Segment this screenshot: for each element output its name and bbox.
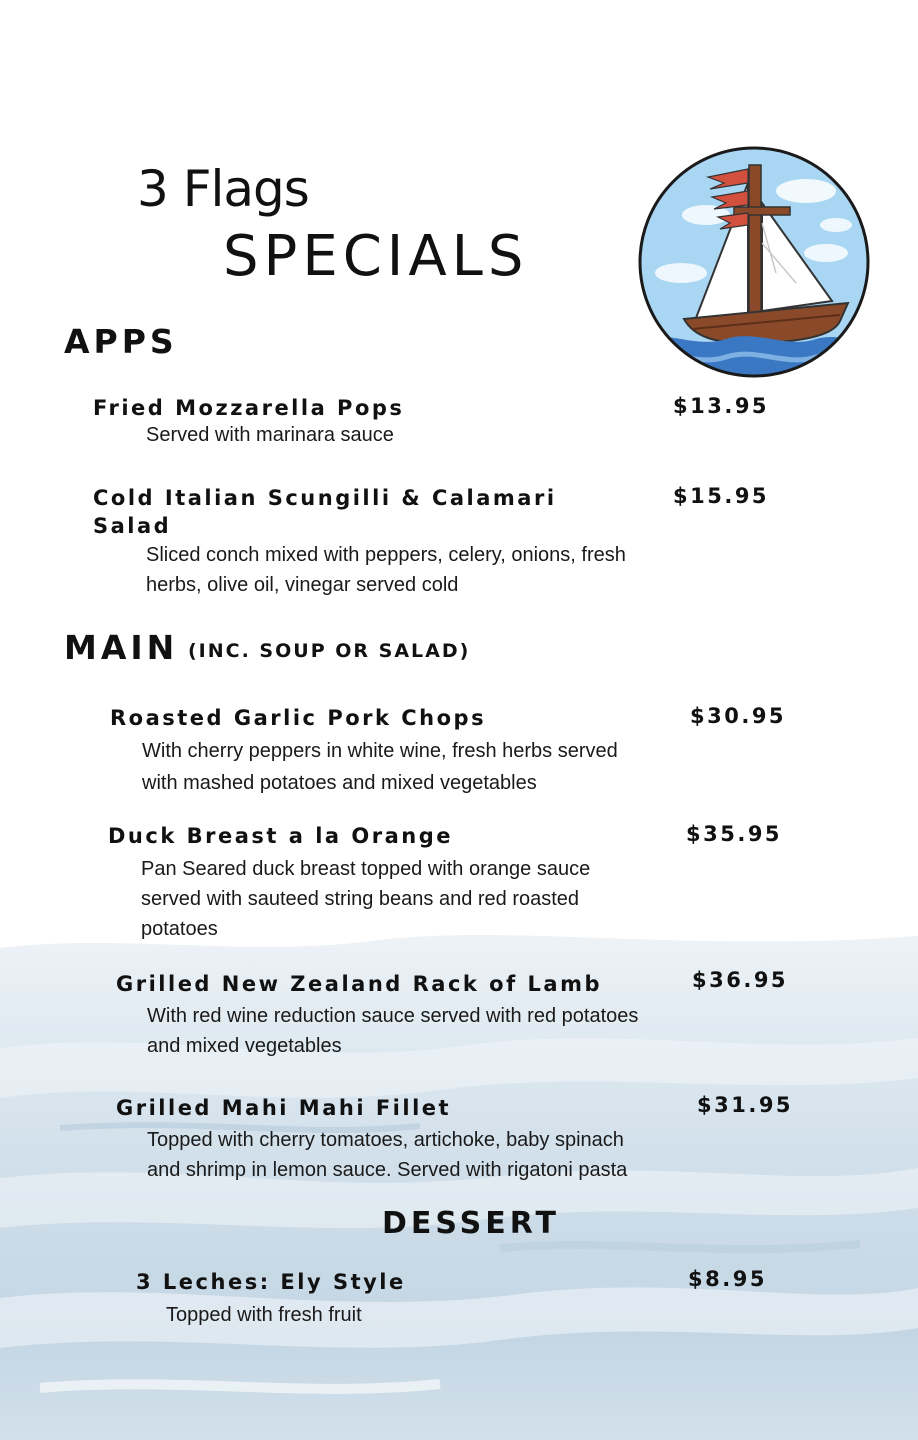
menu-item-price: $36.95 <box>692 968 789 992</box>
section-note: (INC. SOUP OR SALAD) <box>188 640 471 662</box>
menu-item-description: and shrimp in lemon sauce. Served with rigatoni pasta <box>147 1159 628 1181</box>
menu-item-description: served with sauteed string beans and red roasted <box>141 888 580 910</box>
menu-item-description: With cherry peppers in white wine, fresh herbs served <box>142 740 618 762</box>
menu-item-description: Served with marinara sauce <box>146 424 394 446</box>
menu-item-name: Roasted Garlic Pork Chops <box>110 706 487 730</box>
menu-item-price: $35.95 <box>686 822 783 846</box>
menu-item-description: With red wine reduction sauce served with red potatoes <box>147 1005 639 1027</box>
menu-item-name: Fried Mozzarella Pops <box>93 396 405 420</box>
section-heading-dessert: DESSERT <box>382 1206 560 1241</box>
section-heading-main: MAIN <box>64 628 179 667</box>
menu-item-description: with mashed potatoes and mixed vegetables <box>142 772 537 794</box>
menu-item-price: $31.95 <box>697 1093 794 1117</box>
menu-item-description: Topped with fresh fruit <box>166 1304 362 1326</box>
menu-item-description: and mixed vegetables <box>147 1035 342 1057</box>
title-line-2: SPECIALS <box>223 224 529 289</box>
sailboat-icon <box>636 143 872 381</box>
menu-item-name: 3 Leches: Ely Style <box>136 1270 406 1294</box>
menu-item-description: potatoes <box>141 918 218 940</box>
menu-item-name-continued: Salad <box>93 514 172 538</box>
menu-item-name: Duck Breast a la Orange <box>108 824 453 848</box>
menu-item-description: Topped with cherry tomatoes, artichoke, baby spinach <box>147 1129 624 1151</box>
menu-item-description: Sliced conch mixed with peppers, celery, onions, fresh <box>146 544 626 566</box>
section-heading-apps: APPS <box>64 322 178 361</box>
menu-item-name: Grilled Mahi Mahi Fillet <box>116 1096 452 1120</box>
menu-item-price: $15.95 <box>673 484 770 508</box>
menu-item-price: $8.95 <box>688 1267 767 1291</box>
menu-item-price: $30.95 <box>690 704 787 728</box>
menu-item-description: Pan Seared duck breast topped with orange sauce <box>141 858 591 880</box>
menu-item-name: Cold Italian Scungilli & Calamari <box>93 486 557 510</box>
title-line-1: 3 Flags <box>137 160 309 218</box>
menu-item-description: herbs, olive oil, vinegar served cold <box>146 574 459 596</box>
menu-item-price: $13.95 <box>673 394 770 418</box>
menu-item-name: Grilled New Zealand Rack of Lamb <box>116 972 603 996</box>
